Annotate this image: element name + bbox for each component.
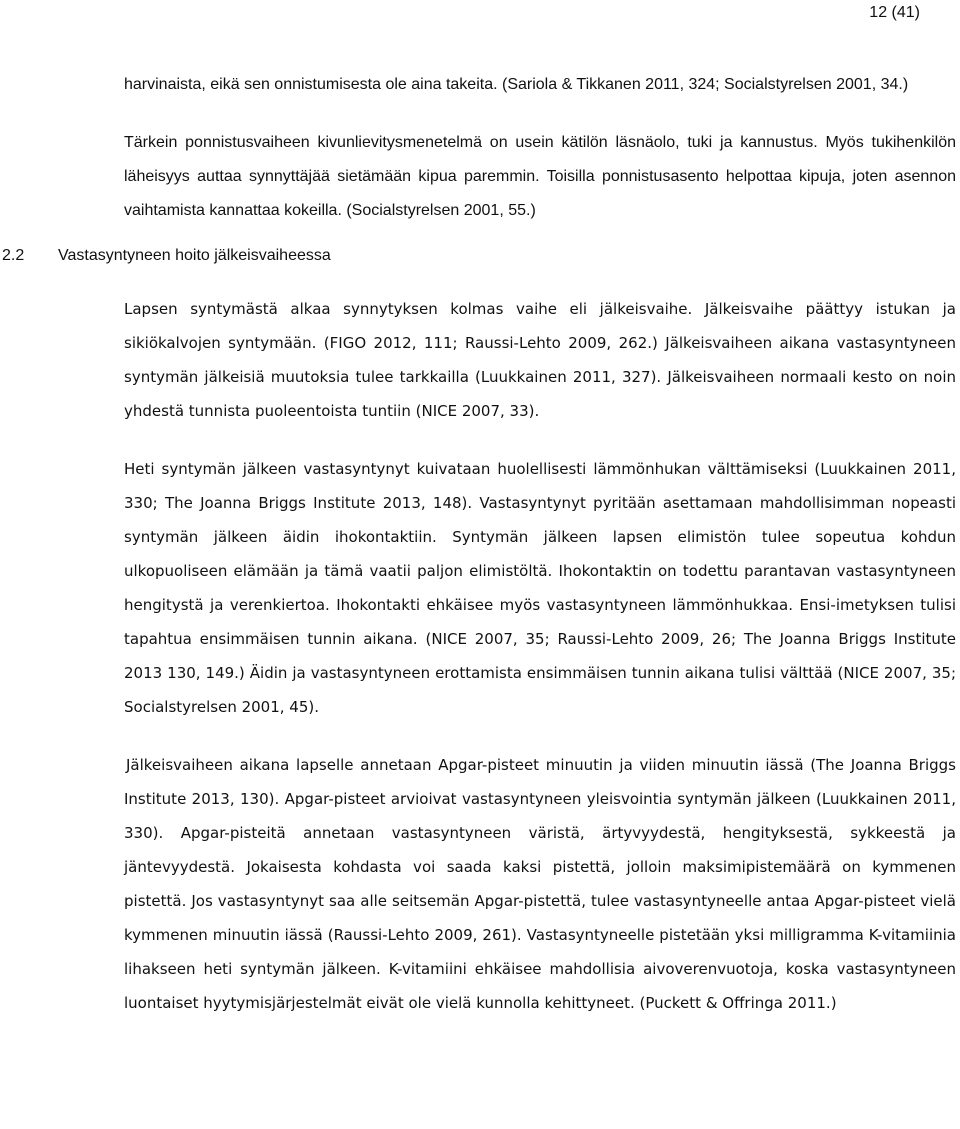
section-heading [0, 246, 956, 266]
paragraph-4: Heti syntymän jälkeen vastasyntynyt kuivataan huolellisesti lämmönhukan välttämiseksi (Luukkainen 2011, 330; The Joanna Briggs Institute 2013, 148). Vastasyntynyt pyritään asettamaan mahdollisimman nopeasti syntymän jälkeen äidin ihokontaktiin. Syntymän jälkeen lapsen elimistön tulee sopeutua kohdun ulkopuoliseen elämään ja tämä vaatii paljon elimistöltä. Ihokontaktin on todettu parantavan vastasyntyneen hengitystä ja verenkiertoa. Ihokontakti ehkäisee myös vastasyntyneen lämmönhukkaa. Ensi-imetyksen tulisi tapahtua ensimmäisen tunnin aikana. (NICE 2007, 35; Raussi-Lehto 2009, 26; The Joanna Briggs Institute 2013 130, 149.) Äidin ja vastasyntyneen erottamista ensimmäisen tunnin aikana tulisi välttää (NICE 2007, 35; Socialstyrelsen 2001, 45). [124, 460, 956, 716]
paragraph-3: Lapsen syntymästä alkaa synnytyksen kolmas vaihe eli jälkeisvaihe. Jälkeisvaihe päättyy istukan ja sikiökalvojen syntymään. (FIGO 2012, 111; Raussi-Lehto 2009, 262.) Jälkeisvaiheen aikana vastasyntyneen syntymän jälkeisiä muutoksia tulee tarkkailla (Luukkainen 2011, 327). Jälkeisvaiheen normaali kesto on noin yhdestä tunnista puoleentoista tuntiin (NICE 2007, 33). [124, 300, 956, 420]
paragraph-1: harvinaista, eikä sen onnistumisesta ole aina takeita. (Sariola & Tikkanen 2011, 324; Socialstyrelsen 2001, 34.) [124, 76, 909, 93]
document-body [2, 68, 956, 1020]
paragraph-2: Tärkein ponnistusvaiheen kivunlievitysmenetelmä on usein kätilön läsnäolo, tuki ja kannustus. Myös tukihenkilön läheisyys auttaa synnyttäjää sietämään kipua paremmin. Toisilla ponnistusasento helpottaa kipuja, joten asennon vaihtamista kannattaa kokeilla. (Socialstyrelsen 2001, 55.) [124, 134, 956, 219]
section-title: Vastasyntyneen hoito jälkeisvaiheessa [58, 247, 331, 264]
page-number: 12 (41) [869, 4, 920, 21]
section-number: 2.2 [2, 247, 25, 264]
paragraph-5: Jälkeisvaiheen aikana lapselle annetaan Apgar-pisteet minuutin ja viiden minuutin iässä (The Joanna Briggs Institute 2013, 130). Apgar-pisteet arvioivat vastasyntyneen yleisvointia syntymän jälkeen (Luukkainen 2011, 330). Apgar-pisteitä annetaan vastasyntyneen väristä, ärtyvyydestä, hengityksestä, sykkeestä ja jäntevyydestä. Jokaisesta kohdasta voi saada kaksi pistettä, jolloin maksimipistemäärä on kymmenen pistettä. Jos vastasyntynyt saa alle seitsemän Apgar-pistettä, tulee vastasyntyneelle antaa Apgar-pisteet vielä kymmenen minuutin iässä (Raussi-Lehto 2009, 261). Vastasyntyneelle pistetään yksi milligramma K-vitamiinia lihakseen heti syntymän jälkeen. K-vitamiini ehkäisee mahdollisia aivoverenvuotoja, koska vastasyntyneen luontaiset hyytymisjärjestelmät eivät ole vielä kunnolla kehittyneet. (Puckett & Offringa 2011.) [124, 756, 956, 1012]
